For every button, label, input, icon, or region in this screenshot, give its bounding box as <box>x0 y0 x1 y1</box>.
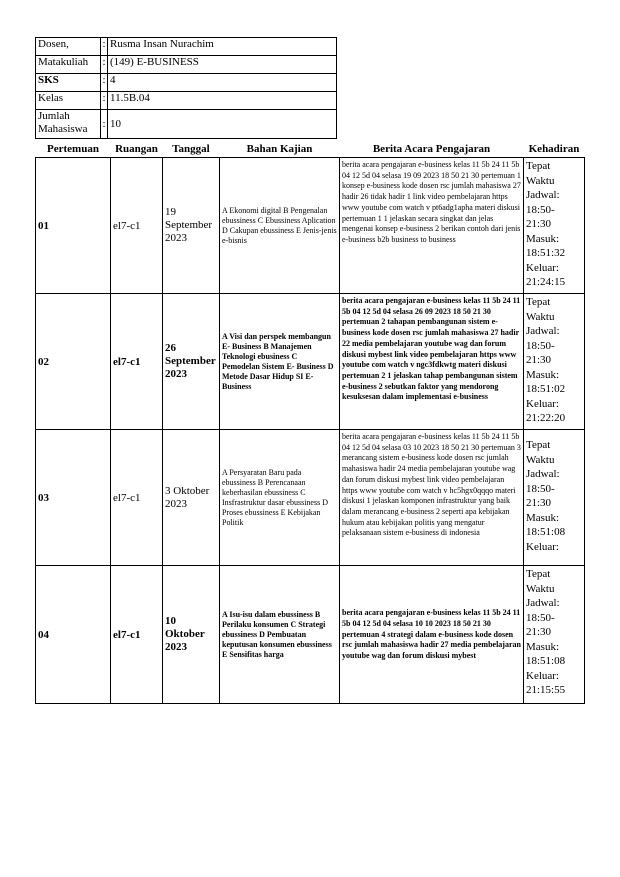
meeting-number: 02 <box>36 294 111 430</box>
attendance-line: Keluar: <box>526 261 559 274</box>
info-value: 10 <box>108 110 337 139</box>
attendance-line: Jadwal: <box>526 468 560 480</box>
attendance-line: Waktu <box>526 453 555 466</box>
info-row-class <box>36 92 337 110</box>
date: 3 Oktober 2023 <box>163 430 220 566</box>
attendance-line: Jadwal: <box>526 189 560 201</box>
attendance-line: Jadwal: <box>526 597 560 609</box>
info-label: Dosen, <box>36 38 101 56</box>
date: 26 September 2023 <box>163 294 220 430</box>
info-colon: : <box>101 56 108 74</box>
info-colon: : <box>101 38 108 56</box>
info-value: 4 <box>108 74 337 92</box>
attendance <box>524 158 585 294</box>
attendance-line: Tepat <box>526 568 551 580</box>
room: el7-c1 <box>111 430 163 566</box>
attendance-line: 21:24:15 <box>526 276 566 288</box>
attendance-line: 21:22:20 <box>526 412 566 424</box>
attendance-line: 21:30 <box>526 626 552 638</box>
attendance-line: 21:30 <box>526 218 552 230</box>
attendance-line: 18:51:08 <box>526 655 566 667</box>
header-date: Tanggal <box>163 142 220 158</box>
date: 19 September 2023 <box>163 158 220 294</box>
header-description: Berita Acara Pengajaran <box>340 142 524 158</box>
info-label: Matakuliah <box>36 56 101 74</box>
header-room: Ruangan <box>111 142 163 158</box>
teaching-report: berita acara pengajaran e-business kelas 11 5b 24 11 5b 04 12 5d 04 selasa 26 09 2023 18 50 21 30 pertemuan 2 tahapan pembangunan sistem e-business kode dosen rsc jumlah mahasiswa 27 hadir 22 media pembelajaran youtube wag dan forum diskusi mybest link video pembelajaran https www youtube com watch v ngc3fdkwtg materi diskusi pertemuan 2 1 jelaskan tahap pembangunan sistem e-business 2 sebutkan faktor yang mendorong kesuksesan dalam implementasi e-business <box>340 294 524 430</box>
info-colon: : <box>101 74 108 92</box>
info-row-course <box>36 56 337 74</box>
info-value: (149) E-BUSINESS <box>108 56 337 74</box>
attendance-line: 18:51:08 <box>526 526 566 538</box>
attendance-line: 18:50- <box>526 203 555 216</box>
table-row <box>36 566 585 704</box>
attendance-line: Keluar: <box>526 540 559 553</box>
table-row <box>36 294 585 430</box>
meeting-number: 04 <box>36 566 111 704</box>
meeting-number: 01 <box>36 158 111 294</box>
room: el7-c1 <box>111 158 163 294</box>
attendance-line: 18:50- <box>526 339 555 352</box>
attendance-line: Waktu <box>526 310 555 323</box>
info-value: Rusma Insan Nurachim <box>108 38 337 56</box>
info-label: Kelas <box>36 92 101 110</box>
attendance <box>524 294 585 430</box>
info-colon: : <box>101 110 108 139</box>
attendance-line: Keluar: <box>526 397 559 410</box>
info-row-students <box>36 110 337 139</box>
table-header-row <box>36 142 585 158</box>
attendance-line: 21:15:55 <box>526 684 566 696</box>
attendance-line: Masuk: <box>526 640 559 653</box>
attendance-line: 18:50- <box>526 482 555 495</box>
header-topic: Bahan Kajian <box>220 142 340 158</box>
header-meeting: Pertemuan <box>36 142 111 158</box>
info-colon: : <box>101 92 108 110</box>
topic: A Visi dan perspek membangun E- Business B Manajemen Teknologi ebusiness C Pemodelan Sistem E- Business D Metode Dasar Hidup SI E- Business <box>220 294 340 430</box>
attendance <box>524 566 585 704</box>
attendance-line: 18:50- <box>526 611 555 624</box>
attendance-line: Tepat <box>526 296 551 308</box>
room: el7-c1 <box>111 294 163 430</box>
attendance-line: Tepat <box>526 439 551 451</box>
topic: A Persyaratan Baru pada ebussiness B Perencanaan keberhasilan ebussiness C Insfrastruktur dasar ebussiness D Proses ebussiness E Kebijakan Politik <box>220 430 340 566</box>
attendance-line: Waktu <box>526 582 555 595</box>
info-label: SKS <box>36 74 101 92</box>
meetings-table <box>35 142 585 704</box>
attendance-line: Jadwal: <box>526 325 560 337</box>
attendance-line: Keluar: <box>526 669 559 682</box>
info-row-credits <box>36 74 337 92</box>
teaching-report: berita acara pengajaran e-business kelas 11 5b 24 11 5b 04 12 5d 04 selasa 03 10 2023 18 50 21 30 pertemuan 3 merancang sistem e-business kode dosen rsc jumlah mahasiswa hadir 24 media pembelajaran youtube wag dan forum diskusi mybest link video pembelajaran https www youtube com watch v hc5hgx0qqqo materi diskusi 1 jelaskan komponen infrastruktur yang baik dalam merancang e-business 2 seperti apa kebijakan hukum atau kebijakan politis yang mengatur pelaksanaan sistem e-business di indonesia <box>340 430 524 566</box>
date: 10 Oktober 2023 <box>163 566 220 704</box>
info-label: Jumlah Mahasiswa <box>36 110 101 139</box>
attendance-line: Tepat <box>526 160 551 172</box>
topic: A Ekonomi digital B Pengenalan ebussiness C Ebussiness Aplication D Cakupan ebussiness E Jenis-jenis e-bisnis <box>220 158 340 294</box>
attendance-line: 21:30 <box>526 354 552 366</box>
table-row <box>36 430 585 566</box>
info-value: 11.5B.04 <box>108 92 337 110</box>
attendance-line: Masuk: <box>526 511 559 524</box>
attendance-line: Masuk: <box>526 232 559 245</box>
attendance <box>524 430 585 566</box>
room: el7-c1 <box>111 566 163 704</box>
topic: A Isu-isu dalam ebussiness B Perilaku konsumen C Strategi ebussiness D Pembuatan keputusan konsumen ebussiness E Sensifitas harga <box>220 566 340 704</box>
teaching-report: berita acara pengajaran e-business kelas 11 5b 24 11 5b 04 12 5d 04 selasa 10 10 2023 18 50 21 30 pertemuan 4 strategi dalam e-business kode dosen rsc jumlah mahasiswa hadir 27 media pembelajaran youtube wag dan forum diskusi mybest <box>340 566 524 704</box>
table-row <box>36 158 585 294</box>
info-row-lecturer <box>36 38 337 56</box>
course-info-table <box>35 37 337 139</box>
teaching-report: berita acara pengajaran e-business kelas 11 5b 24 11 5b 04 12 5d 04 selasa 19 09 2023 18 50 21 30 pertemuan 1 konsep e-business kode dosen rsc jumlah mahasiswa 27 hadir 26 tidak hadir 1 link video pembelajaran https www youtube com watch v pt6adg1apha materi diskusi pertemuan 1 1 jelaskan secara singkat dan jelas mengenai konsep e-business 2 berikan contoh dari jenis e-business b2b business to business <box>340 158 524 294</box>
meeting-number: 03 <box>36 430 111 566</box>
attendance-line: 18:51:32 <box>526 247 566 259</box>
attendance-line: 21:30 <box>526 497 552 509</box>
attendance-line: 18:51:02 <box>526 383 566 395</box>
attendance-line: Waktu <box>526 174 555 187</box>
header-attendance: Kehadiran <box>524 142 585 158</box>
attendance-line: Masuk: <box>526 368 559 381</box>
